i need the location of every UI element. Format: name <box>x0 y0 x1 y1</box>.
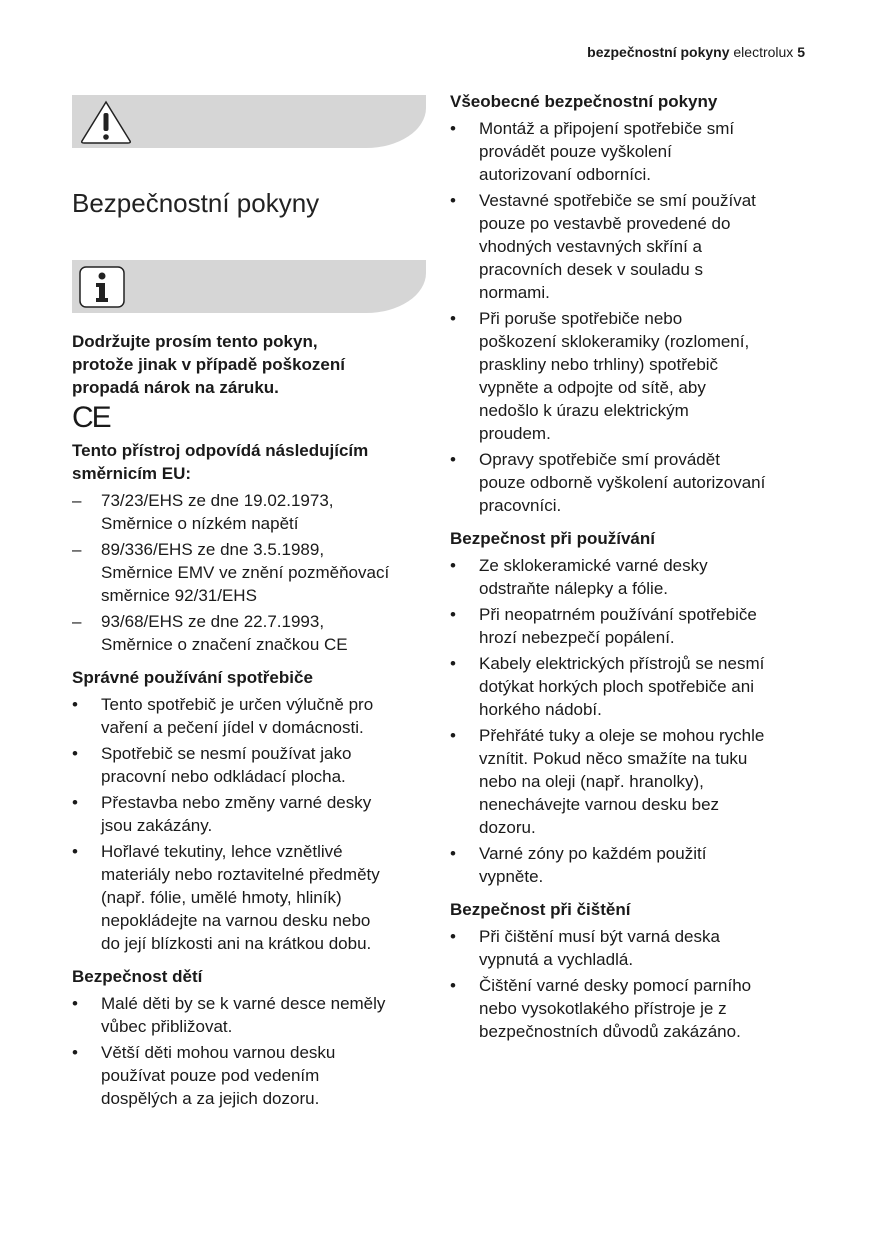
list-item-text: Varné zóny po každém použití vypněte. <box>479 844 707 886</box>
list-item <box>72 742 432 788</box>
bullet-list <box>72 693 432 955</box>
bullet-marker: • <box>450 654 456 673</box>
bullet-marker: • <box>450 844 456 863</box>
list-item <box>450 724 810 839</box>
bullet-marker: – <box>72 491 82 510</box>
bullet-marker: – <box>72 540 82 559</box>
warning-band <box>72 95 426 148</box>
section-heading: Všeobecné bezpečnostní pokyny <box>450 92 718 111</box>
list-item-text: Přestavba nebo změny varné desky jsou zakázány. <box>101 793 372 835</box>
header-brand: electrolux <box>733 44 794 60</box>
bullet-list <box>450 554 810 888</box>
bullet-marker: • <box>450 927 456 946</box>
bullet-list <box>450 925 810 1043</box>
list-item-text: Při poruše spotřebiče nebo poškození sklokeramiky (rozlomení, praskliny nebo trhliny) spotřebič vypněte a odpojte od sítě, aby nedošlo k úrazu elektrickým proudem. <box>479 309 750 443</box>
list-item <box>450 554 810 600</box>
info-icon <box>78 264 128 310</box>
bullet-marker: – <box>72 612 82 631</box>
list-item-text: Při neopatrném používání spotřebiče hrozí nebezpečí popálení. <box>479 605 757 647</box>
page-title: Bezpečnostní pokyny <box>72 188 320 218</box>
list-item <box>72 791 432 837</box>
section-heading: Správné používání spotřebiče <box>72 668 313 687</box>
list-item <box>72 538 432 607</box>
eu-heading: Tento přístroj odpovídá následujícím směrnicím EU: <box>72 441 369 483</box>
list-item <box>450 307 810 445</box>
bullet-marker: • <box>72 1043 78 1062</box>
bullet-marker: • <box>72 842 78 861</box>
list-item <box>450 925 810 971</box>
bullet-marker: • <box>72 695 78 714</box>
bullet-marker: • <box>450 191 456 210</box>
list-item <box>72 489 432 535</box>
list-item <box>450 603 810 649</box>
list-item-text: Při čištění musí být varná deska vypnutá a vychladlá. <box>479 927 720 969</box>
list-item-text: Čištění varné desky pomocí parního nebo vysokotlakého přístroje je z bezpečnostních důvodů zakázáno. <box>479 976 752 1041</box>
header-section: bezpečnostní pokyny <box>587 44 730 60</box>
list-item-text: Montáž a připojení spotřebiče smí provádět pouze vyškolení autorizovaní odborníci. <box>479 119 735 184</box>
list-item-text: Větší děti mohou varnou desku používat pouze pod vedením dospělých a za jejich dozoru. <box>101 1043 336 1108</box>
bullet-list <box>72 992 432 1110</box>
section-heading: Bezpečnost dětí <box>72 967 203 986</box>
list-item-text: Malé děti by se k varné desce neměly vůbec přibližovat. <box>101 994 386 1036</box>
list-item <box>450 189 810 304</box>
list-item-text: Ze sklokeramické varné desky odstraňte nálepky a fólie. <box>479 556 708 598</box>
bullet-marker: • <box>450 119 456 138</box>
list-item <box>450 974 810 1043</box>
list-item-text: Opravy spotřebiče smí provádět pouze odborně vyškolení autorizovaní pracovníci. <box>479 450 766 515</box>
list-item-text: Tento spotřebič je určen výlučně pro vaření a pečení jídel v domácnosti. <box>101 695 374 737</box>
page-header <box>587 44 805 60</box>
bullet-list <box>450 117 810 517</box>
bullet-marker: • <box>450 450 456 469</box>
bullet-marker: • <box>72 793 78 812</box>
right-column <box>450 90 810 1046</box>
list-item <box>450 652 810 721</box>
list-item <box>450 117 810 186</box>
list-item-text: Hořlavé tekutiny, lehce vznětlivé materiály nebo roztavitelné předměty (např. fólie, umělé hmoty, hliník) nepokládejte na varnou desku nebo do její blízkosti ani na krátkou dobu. <box>101 842 380 953</box>
bullet-marker: • <box>450 605 456 624</box>
bullet-marker: • <box>450 309 456 328</box>
bullet-marker: • <box>450 976 456 995</box>
list-item <box>72 693 432 739</box>
warranty-note: Dodržujte prosím tento pokyn, protože jinak v případě poškození propadá nárok na záruku. <box>72 332 345 397</box>
ce-mark: CE <box>72 401 110 434</box>
page-number: 5 <box>797 44 805 60</box>
list-item-text: Spotřebič se nesmí používat jako pracovní nebo odkládací plocha. <box>101 744 352 786</box>
list-item-text: Přehřáté tuky a oleje se mohou rychle vznítit. Pokud něco smažíte na tuku nebo na oleji (např. hranolky), nenechávejte varnou desku bez dozoru. <box>479 726 765 837</box>
list-item-text: 89/336/EHS ze dne 3.5.1989, Směrnice EMV ve znění pozměňovací směrnice 92/31/EHS <box>101 540 390 605</box>
eu-directive-list <box>72 489 432 656</box>
left-column <box>72 330 432 1113</box>
bullet-marker: • <box>72 744 78 763</box>
list-item-text: 73/23/EHS ze dne 19.02.1973, Směrnice o nízkém napětí <box>101 491 334 533</box>
bullet-marker: • <box>450 556 456 575</box>
list-item <box>72 610 432 656</box>
warning-triangle-icon <box>78 99 134 145</box>
list-item <box>450 842 810 888</box>
list-item <box>72 840 432 955</box>
list-item <box>72 1041 432 1110</box>
list-item <box>72 992 432 1038</box>
list-item-text: Kabely elektrických přístrojů se nesmí dotýkat horkých ploch spotřebiče ani horkého nádobí. <box>479 654 765 719</box>
section-heading: Bezpečnost při čištění <box>450 900 631 919</box>
info-band <box>72 260 426 313</box>
section-heading: Bezpečnost při používání <box>450 529 655 548</box>
bullet-marker: • <box>72 994 78 1013</box>
list-item <box>450 448 810 517</box>
list-item-text: Vestavné spotřebiče se smí používat pouze po vestavbě provedené do vhodných vestavných skříní a pracovních desek v souladu s normami. <box>479 191 756 302</box>
bullet-marker: • <box>450 726 456 745</box>
list-item-text: 93/68/EHS ze dne 22.7.1993, Směrnice o značení značkou CE <box>101 612 348 654</box>
